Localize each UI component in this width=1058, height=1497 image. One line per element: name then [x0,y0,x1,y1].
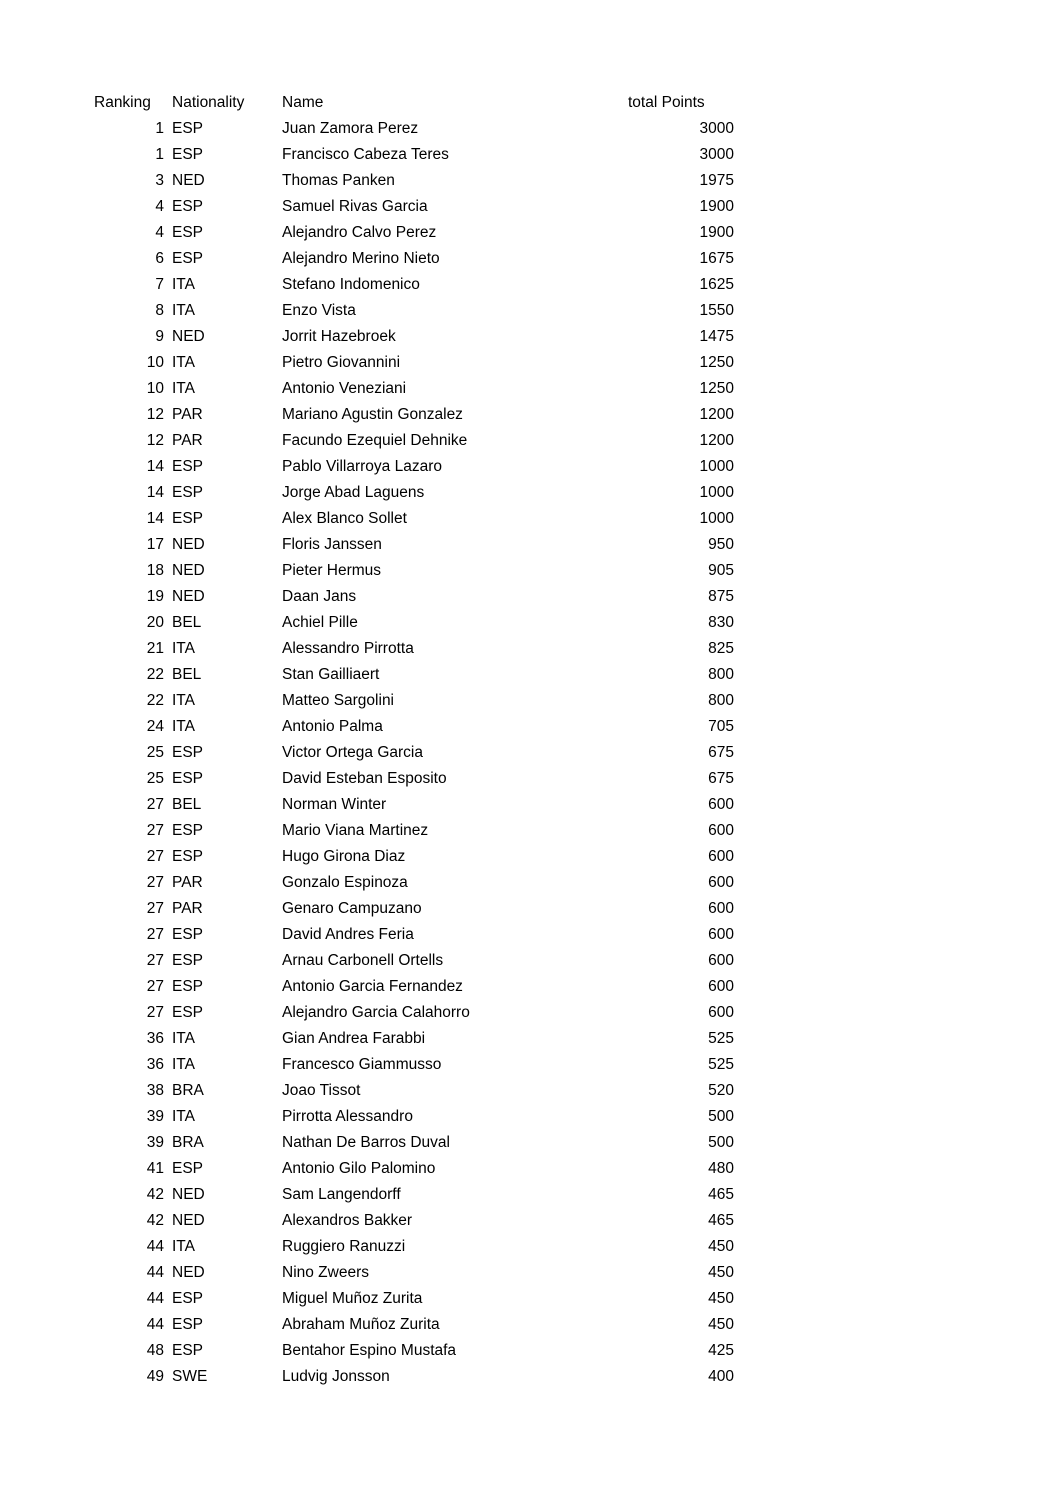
cell-ranking: 39 [146,1134,164,1151]
table-row [94,1234,734,1260]
table-row [94,298,734,324]
header-name: Name [282,94,324,111]
table-row [94,1104,734,1130]
cell-points: 450 [708,1316,734,1333]
table-row [94,454,734,480]
cell-nationality: PAR [172,432,203,449]
cell-points: 875 [708,588,734,605]
table-row [94,1312,734,1338]
cell-nationality: ESP [172,978,204,995]
table-row [94,116,734,142]
cell-name: Joao Tissot [282,1082,361,1099]
cell-nationality: ITA [172,354,195,371]
cell-ranking: 3 [155,172,164,189]
cell-name: Ruggiero Ranuzzi [282,1238,406,1255]
table-row [94,1364,734,1390]
cell-name: Pirrotta Alessandro [282,1108,413,1125]
cell-name: Alessandro Pirrotta [282,640,414,657]
cell-points: 600 [708,796,734,813]
cell-points: 830 [708,614,734,631]
cell-ranking: 27 [146,952,164,969]
cell-nationality: BEL [172,666,202,683]
cell-name: Arnau Carbonell Ortells [282,952,444,969]
cell-points: 905 [708,562,734,579]
cell-ranking: 27 [146,1004,164,1021]
cell-name: Bentahor Espino Mustafa [282,1342,457,1359]
cell-nationality: ESP [172,458,204,475]
cell-ranking: 27 [146,874,164,891]
table-row [94,558,734,584]
cell-points: 450 [708,1290,734,1307]
cell-ranking: 8 [155,302,164,319]
cell-points: 600 [708,874,734,891]
cell-ranking: 14 [146,458,164,475]
cell-points: 500 [708,1108,734,1125]
table-row [94,142,734,168]
cell-nationality: ESP [172,1160,204,1177]
cell-ranking: 4 [155,198,164,215]
cell-name: Antonio Palma [282,718,383,735]
cell-ranking: 27 [146,926,164,943]
cell-points: 600 [708,848,734,865]
cell-name: Genaro Campuzano [282,900,422,917]
table-row [94,714,734,740]
cell-points: 425 [708,1342,734,1359]
cell-name: David Andres Feria [282,926,414,943]
cell-nationality: BRA [172,1134,204,1151]
table-row [94,1078,734,1104]
table-row [94,1182,734,1208]
cell-points: 800 [708,666,734,683]
cell-points: 450 [708,1264,734,1281]
table-row [94,610,734,636]
cell-ranking: 14 [146,510,164,527]
cell-points: 600 [708,1004,734,1021]
cell-points: 1475 [699,328,734,345]
cell-ranking: 27 [146,900,164,917]
table-row [94,1338,734,1364]
cell-points: 1550 [699,302,734,319]
cell-name: Matteo Sargolini [282,692,395,709]
table-row [94,792,734,818]
header-ranking: Ranking [94,94,151,111]
cell-points: 450 [708,1238,734,1255]
table-row [94,1052,734,1078]
cell-name: Daan Jans [282,588,357,605]
table-row [94,376,734,402]
cell-nationality: ESP [172,1342,204,1359]
cell-nationality: ESP [172,1004,204,1021]
cell-name: Pietro Giovannini [282,354,401,371]
cell-points: 525 [708,1056,734,1073]
cell-name: Alexandros Bakker [282,1212,413,1229]
cell-points: 480 [708,1160,734,1177]
cell-nationality: NED [172,536,205,553]
cell-nationality: ESP [172,120,204,137]
cell-ranking: 27 [146,796,164,813]
cell-points: 675 [708,770,734,787]
cell-nationality: NED [172,562,205,579]
cell-nationality: BEL [172,614,202,631]
cell-ranking: 44 [146,1316,164,1333]
cell-points: 600 [708,926,734,943]
table-row [94,428,734,454]
table-row [94,662,734,688]
cell-name: Miguel Muñoz Zurita [282,1290,423,1307]
cell-name: Mariano Agustin Gonzalez [282,406,463,423]
cell-name: Thomas Panken [282,172,395,189]
cell-nationality: ITA [172,380,195,397]
cell-points: 600 [708,978,734,995]
cell-points: 1000 [699,510,734,527]
cell-ranking: 24 [146,718,164,735]
cell-name: Mario Viana Martinez [282,822,429,839]
table-row [94,636,734,662]
cell-name: Stefano Indomenico [282,276,420,293]
table-row [94,1208,734,1234]
cell-ranking: 17 [146,536,164,553]
cell-points: 825 [708,640,734,657]
cell-nationality: NED [172,172,205,189]
cell-nationality: ESP [172,848,204,865]
cell-ranking: 27 [146,822,164,839]
cell-points: 675 [708,744,734,761]
cell-points: 1250 [699,380,734,397]
cell-nationality: ITA [172,1238,195,1255]
cell-nationality: ITA [172,1108,195,1125]
cell-name: Gian Andrea Farabbi [282,1030,426,1047]
cell-nationality: ESP [172,146,204,163]
cell-points: 525 [708,1030,734,1047]
cell-points: 1250 [699,354,734,371]
cell-points: 1675 [699,250,734,267]
cell-ranking: 36 [146,1030,164,1047]
table-row [94,402,734,428]
header-points: total Points [628,94,705,111]
cell-points: 465 [708,1186,734,1203]
cell-ranking: 1 [155,120,164,137]
cell-points: 600 [708,952,734,969]
cell-nationality: ITA [172,692,195,709]
cell-ranking: 41 [146,1160,164,1177]
cell-name: Alejandro Garcia Calahorro [282,1004,470,1021]
cell-points: 1000 [699,484,734,501]
cell-name: Gonzalo Espinoza [282,874,408,891]
cell-ranking: 19 [146,588,164,605]
cell-points: 1900 [699,198,734,215]
cell-nationality: BRA [172,1082,204,1099]
cell-name: Stan Gailliaert [282,666,380,683]
cell-ranking: 6 [155,250,164,267]
cell-nationality: ITA [172,718,195,735]
cell-points: 950 [708,536,734,553]
cell-ranking: 48 [146,1342,164,1359]
cell-points: 520 [708,1082,734,1099]
cell-nationality: PAR [172,406,203,423]
cell-ranking: 9 [155,328,164,345]
cell-ranking: 7 [155,276,164,293]
cell-nationality: PAR [172,874,203,891]
cell-name: Pablo Villarroya Lazaro [282,458,442,475]
table-row [94,532,734,558]
cell-ranking: 18 [146,562,164,579]
cell-name: Nino Zweers [282,1264,369,1281]
cell-name: Antonio Garcia Fernandez [282,978,463,995]
table-row [94,870,734,896]
cell-name: David Esteban Esposito [282,770,447,787]
cell-name: Alejandro Calvo Perez [282,224,437,241]
table-row [94,168,734,194]
cell-points: 705 [708,718,734,735]
cell-ranking: 22 [146,692,164,709]
cell-points: 500 [708,1134,734,1151]
cell-nationality: ITA [172,302,195,319]
cell-name: Enzo Vista [282,302,356,319]
cell-nationality: ESP [172,250,204,267]
cell-ranking: 44 [146,1264,164,1281]
cell-name: Jorrit Hazebroek [282,328,396,345]
header-nationality: Nationality [172,94,245,111]
table-row [94,220,734,246]
cell-ranking: 25 [146,770,164,787]
cell-name: Francesco Giammusso [282,1056,442,1073]
cell-name: Norman Winter [282,796,387,813]
table-row [94,324,734,350]
cell-ranking: 36 [146,1056,164,1073]
cell-nationality: ESP [172,510,204,527]
cell-name: Antonio Gilo Palomino [282,1160,436,1177]
cell-points: 400 [708,1368,734,1385]
table-row [94,844,734,870]
cell-nationality: ESP [172,198,204,215]
cell-ranking: 27 [146,978,164,995]
table-row [94,948,734,974]
table-row [94,688,734,714]
cell-name: Alejandro Merino Nieto [282,250,440,267]
cell-ranking: 10 [146,380,164,397]
cell-ranking: 49 [146,1368,164,1385]
cell-name: Hugo Girona Diaz [282,848,406,865]
cell-points: 3000 [699,146,734,163]
cell-points: 3000 [699,120,734,137]
cell-name: Abraham Muñoz Zurita [282,1316,440,1333]
cell-name: Sam Langendorff [282,1186,401,1203]
cell-nationality: ITA [172,276,195,293]
cell-nationality: ESP [172,952,204,969]
table-row [94,1026,734,1052]
cell-name: Victor Ortega Garcia [282,744,423,761]
cell-ranking: 20 [146,614,164,631]
cell-ranking: 27 [146,848,164,865]
table-row [94,922,734,948]
cell-points: 1900 [699,224,734,241]
cell-name: Samuel Rivas Garcia [282,198,428,215]
cell-nationality: NED [172,1186,205,1203]
cell-ranking: 25 [146,744,164,761]
table-row [94,350,734,376]
cell-points: 1625 [699,276,734,293]
cell-ranking: 1 [155,146,164,163]
cell-nationality: ITA [172,640,195,657]
cell-points: 1975 [699,172,734,189]
cell-points: 600 [708,822,734,839]
cell-nationality: ESP [172,744,204,761]
table-row [94,1000,734,1026]
cell-nationality: ESP [172,484,204,501]
table-row [94,584,734,610]
cell-name: Pieter Hermus [282,562,382,579]
cell-name: Achiel Pille [282,614,358,631]
table-row [94,1156,734,1182]
table-header-row [94,90,734,116]
table-row [94,506,734,532]
table-row [94,480,734,506]
cell-ranking: 44 [146,1290,164,1307]
cell-ranking: 21 [146,640,164,657]
cell-name: Alex Blanco Sollet [282,510,407,527]
cell-nationality: ITA [172,1056,195,1073]
cell-ranking: 4 [155,224,164,241]
cell-ranking: 42 [146,1186,164,1203]
cell-ranking: 44 [146,1238,164,1255]
cell-name: Ludvig Jonsson [282,1368,390,1385]
cell-nationality: ESP [172,822,204,839]
cell-ranking: 42 [146,1212,164,1229]
cell-ranking: 10 [146,354,164,371]
ranking-table [94,90,734,1390]
table-row [94,766,734,792]
cell-nationality: SWE [172,1368,208,1385]
cell-points: 465 [708,1212,734,1229]
cell-nationality: NED [172,1264,205,1281]
table-row [94,1130,734,1156]
table-row [94,194,734,220]
cell-name: Jorge Abad Laguens [282,484,425,501]
cell-ranking: 22 [146,666,164,683]
cell-name: Nathan De Barros Duval [282,1134,450,1151]
table-row [94,818,734,844]
table-row [94,246,734,272]
cell-nationality: ITA [172,1030,195,1047]
cell-nationality: ESP [172,1316,204,1333]
table-row [94,1260,734,1286]
table-body [94,116,734,1390]
table-row [94,272,734,298]
cell-points: 600 [708,900,734,917]
cell-name: Juan Zamora Perez [282,120,419,137]
cell-nationality: ESP [172,224,204,241]
cell-name: Francisco Cabeza Teres [282,146,449,163]
cell-nationality: ESP [172,926,204,943]
cell-points: 1200 [699,406,734,423]
cell-ranking: 14 [146,484,164,501]
cell-points: 800 [708,692,734,709]
cell-points: 1000 [699,458,734,475]
cell-ranking: 39 [146,1108,164,1125]
cell-name: Floris Janssen [282,536,382,553]
cell-nationality: NED [172,328,205,345]
cell-ranking: 12 [146,406,164,423]
cell-points: 1200 [699,432,734,449]
table-row [94,974,734,1000]
cell-nationality: ESP [172,1290,204,1307]
cell-name: Antonio Veneziani [282,380,407,397]
table-row [94,1286,734,1312]
cell-ranking: 12 [146,432,164,449]
cell-name: Facundo Ezequiel Dehnike [282,432,468,449]
cell-nationality: BEL [172,796,202,813]
table-row [94,896,734,922]
table-row [94,740,734,766]
cell-nationality: PAR [172,900,203,917]
cell-nationality: ESP [172,770,204,787]
cell-ranking: 38 [146,1082,164,1099]
cell-nationality: NED [172,588,205,605]
cell-nationality: NED [172,1212,205,1229]
